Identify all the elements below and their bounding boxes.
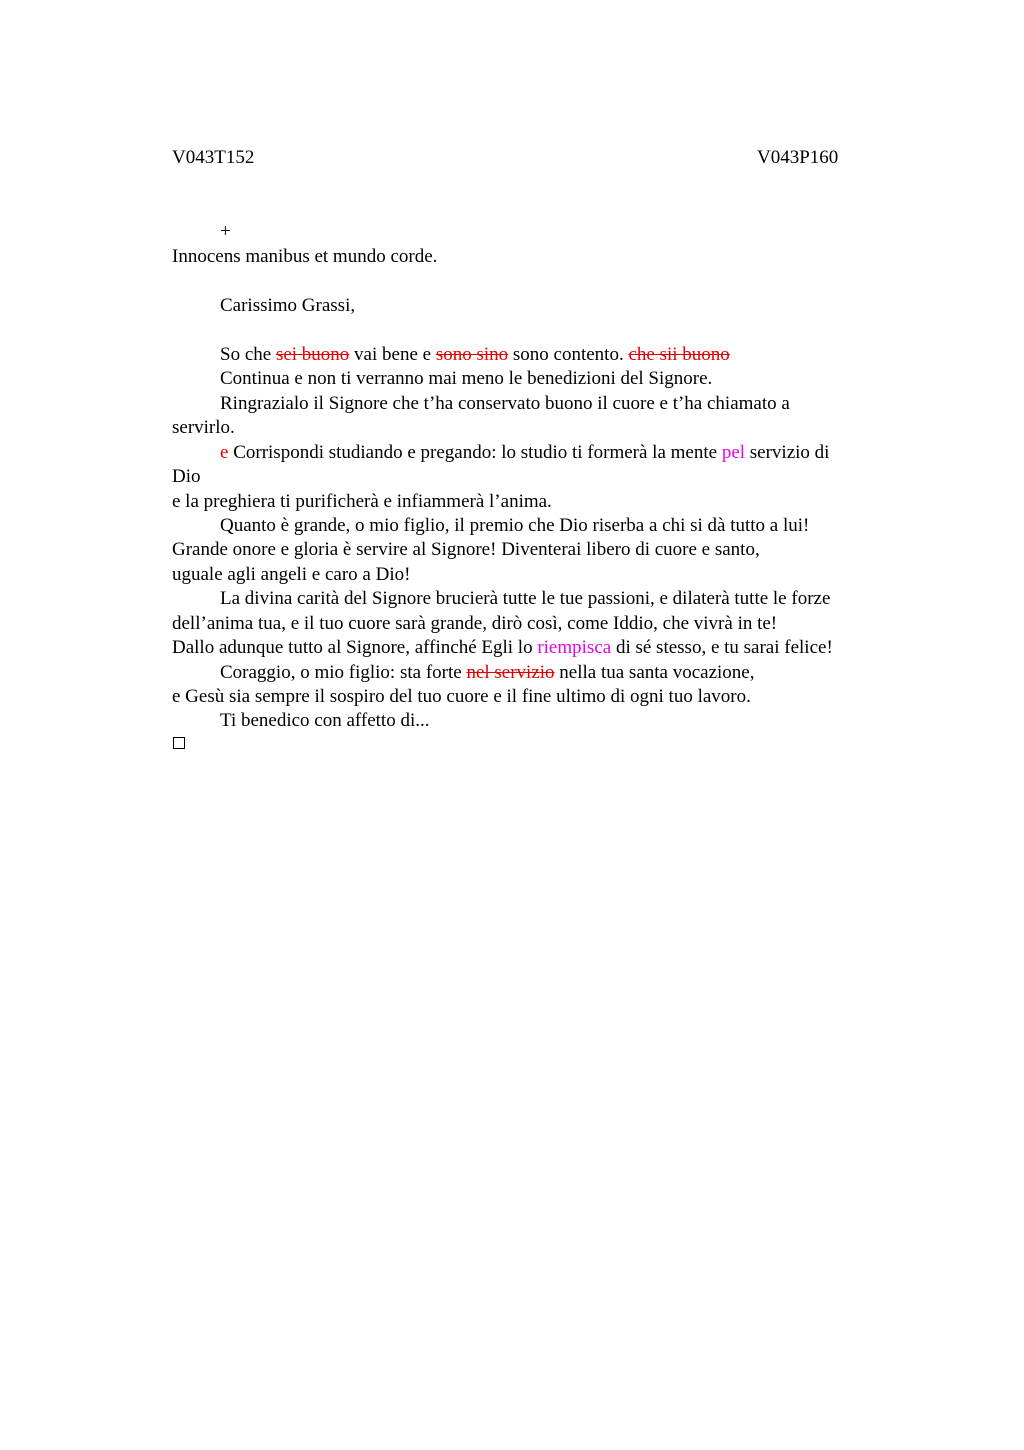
paragraph-1 (220, 343, 730, 367)
paragraph-5-line-1: Quanto è grande, o mio figlio, il premio che Dio riserba a chi si dà tutto a lui! (220, 515, 810, 536)
paragraph-3-line-1: Ringrazialo il Signore che t’ha conservato buono il cuore e t’ha chiamato a (220, 393, 790, 414)
text-run: So che (220, 344, 276, 365)
text-run: Corrispondi studiando e pregando: lo studio ti formerà la mente (228, 442, 722, 463)
cross-symbol: + (220, 221, 231, 242)
text-run: vai bene e (349, 344, 436, 365)
paragraph-4-line-3: e la preghiera ti purificherà e infiammerà l’anima. (172, 491, 552, 512)
text-run: di sé stesso, e tu sarai felice! (611, 637, 833, 658)
deleted-text: che sii buono (628, 344, 730, 365)
deleted-text: nel servizio (466, 662, 555, 683)
text-run: nella tua santa vocazione, (554, 662, 755, 683)
text-run: Dallo adunque tutto al Signore, affinché Egli lo (172, 637, 538, 658)
closing-line: Ti benedico con affetto di... (220, 710, 430, 731)
paragraph-4-line-2: Dio (172, 466, 201, 487)
paragraph-5-line-2: Grande onore e gloria è servire al Signore! Diventerai libero di cuore e santo, (172, 539, 760, 560)
salutation: Carissimo Grassi, (220, 295, 356, 316)
paragraph-6-line-2: dell’anima tua, e il tuo cuore sarà grande, dirò così, come Iddio, che vivrà in te! (172, 613, 778, 634)
deleted-text: sono sino (435, 344, 509, 365)
deleted-text: sei buono (275, 344, 350, 365)
paragraph-7-line-2: e Gesù sia sempre il sospiro del tuo cuore e il fine ultimo di ogni tuo lavoro. (172, 686, 751, 707)
paragraph-7-line-1 (220, 661, 754, 685)
document-code-left: V043T152 (172, 147, 255, 168)
text-run: servizio di (745, 442, 830, 463)
inserted-text: riempisca (537, 637, 612, 658)
paragraph-4-line-1 (220, 441, 829, 465)
paragraph-6-line-1: La divina carità del Signore brucierà tutte le tue passioni, e dilaterà tutte le forze (220, 588, 831, 609)
paragraph-2: Continua e non ti verranno mai meno le benedizioni del Signore. (220, 368, 713, 389)
paragraph-5-line-3: uguale agli angeli e caro a Dio! (172, 564, 411, 585)
deleted-text: e (220, 442, 229, 463)
motto: Innocens manibus et mundo corde. (172, 246, 438, 267)
paragraph-6-line-3 (172, 636, 833, 660)
empty-square-symbol (173, 737, 185, 749)
text-run: sono contento. (508, 344, 629, 365)
text-run: Coraggio, o mio figlio: sta forte (220, 662, 467, 683)
inserted-text: pel (721, 442, 746, 463)
document-code-right: V043P160 (757, 147, 839, 168)
paragraph-3-line-2: servirlo. (172, 417, 235, 438)
